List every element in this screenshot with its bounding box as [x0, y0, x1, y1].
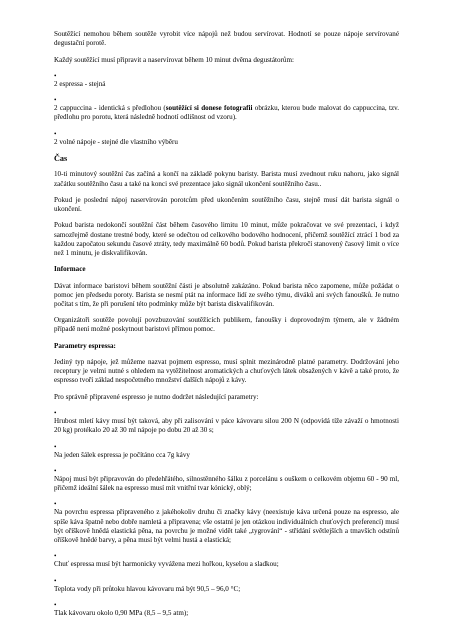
list-item-crema: Na povrchu espressa připraveného z jakéhokoliv druhu či značky kávy (neexistuje káva určená pouze na espresso, ale spíše káva špatně nebo dobře namletá a připravena; vše ostatní je jen otázkou individuálních chuťových preferencí) musí být oříškově hnědá elastická pěna, na povrchu je možné vidět také „tygrování“ - střídání světlejších a tmavších odstínů oříškově hnědé barvy, a pěna musí být velmi hustá a elastická; [54, 508, 399, 544]
intro-paragraph: Soutěžící nemohou během soutěže vyrobit více nápojů než budou servírovat. Hodnotí se pouze nápoje servírované degustační porotě. [54, 30, 399, 48]
info-paragraph-2: Organizátoři soutěže povolují povzbuzování soutěžících publikem, fanoušky i doprovodným týmem, ale v žádném případě není možné poskytnout baristovi přímou pomoc. [54, 316, 399, 334]
list-item-cappuccino: 2 cappuccina - identická s předlohou (soutěžící si donese fotografii obrázku, kterou bude malovat do cappuccina, tzv. předlohu pro porotu, která následně hodnotí odlišnost od vzoru). [54, 104, 399, 122]
bullet: • [54, 129, 57, 138]
list-item-temperature: Teplota vody při průtoku hlavou kávovaru má být 90,5 – 96,0 °C; [54, 584, 241, 593]
cas-paragraph-2: Pokud je poslední nápoj naservírován porotcům před ukončením soutěžního času, stejně musí dát barista signál o ukončení. [54, 195, 399, 214]
cas-paragraph-1: 10-ti minutový soutěžní čas začíná a končí na základě pokynu baristy. Barista musí zvednout ruku nahoru, jako signál začátku soutěžního času a také na konci své prezentace jako signál ukončení soutěžního času.. [54, 170, 399, 188]
heading-cas: Čas [54, 154, 68, 164]
bullet: • [54, 576, 57, 585]
bullet: • [54, 552, 57, 561]
heading-parametry: Parametry espressa: [54, 341, 116, 350]
info-paragraph-1: Dávat informace baristovi během soutěžní části je absolutně zakázáno. Pokud barista něco zapomene, může požádat o pomoc jen předsedu poroty. Barista se nesmí ptát na informace lidí ze svého týmu, diváků ani svých fanoušků. Je nutno počítat s tím, že při porušení této podmínky může být barista diskvalifikován. [54, 281, 399, 308]
bullet: • [54, 600, 57, 609]
bullet: • [54, 71, 57, 80]
bullet: • [54, 96, 57, 105]
list-item-cup: Nápoj musí být připravován do předehřátého, silnostěnného šálku z porcelánu s ouškem o celkovém objemu 60 - 90 ml, přičemž ideální šálek na espresso musí mít vnitřní tvar kónický, oblý; [54, 474, 399, 493]
bullet: • [54, 409, 57, 418]
list-item-grind: Hrubost mletí kávy musí být taková, aby při zalisování v páce kávovaru silou 200 N (odpovídá tíže závaží o hmotnosti 20 kg) protékalo 20 až 30 ml nápoje po dobu 20 až 30 s; [54, 417, 399, 435]
list-item-free-drinks: 2 volné nápoje - stejné dle vlastního výběru [54, 137, 178, 146]
list-item-dose: Na jeden šálek espressa je počítáno cca 7g kávy [54, 450, 190, 459]
param-paragraph-1: Jediný typ nápoje, jež můžeme nazvat pojmem espresso, musí splnit mezinárodně platné parametry. Dodržování jeho receptury je velmi nutné s ohledem na vytěžitelnost aromatických a chuťových látek obsažených v kávě a také proto, že espresso tvoří základ nespočetného množství dalších nápojů z kávy. [54, 358, 399, 385]
heading-informace: Informace [54, 265, 86, 274]
list-item-taste: Chuť espressa musí být harmonicky vyvážena mezi hořkou, kyselou a sladkou; [54, 560, 279, 569]
bold-photo-note: soutěžící si donese fotografii [165, 104, 253, 113]
list-item-espresso: 2 espressa - stejná [54, 79, 106, 88]
bullet: • [54, 442, 57, 451]
cas-paragraph-3: Pokud barista nedokončí soutěžní část během časového limitu 10 minut, může pokračovat ve své prezentaci, i když samozřejmě dostane trestné body, které se odečtou od celkového bodového hodnocení, přičemž soutěžící ztrácí 1 bod za každou započatou sekundu časové ztráty, tedy maximálně 60 bodů. Pokud barista překročí stanovený časový limit o více než 1 minutu, je diskvalifikován. [54, 221, 399, 257]
list-item-pressure: Tlak kávovaru okolo 0,90 MPa (8,5 – 9,5 atm); [54, 608, 189, 617]
bullet: • [54, 466, 57, 475]
bullet: • [54, 500, 57, 509]
param-paragraph-2: Pro správně připravené espresso je nutno dodržet následující parametry: [54, 392, 259, 401]
task-paragraph: Každý soutěžící musí připravit a naservírovat během 10 minut dvěma degustátorům: [54, 55, 294, 64]
